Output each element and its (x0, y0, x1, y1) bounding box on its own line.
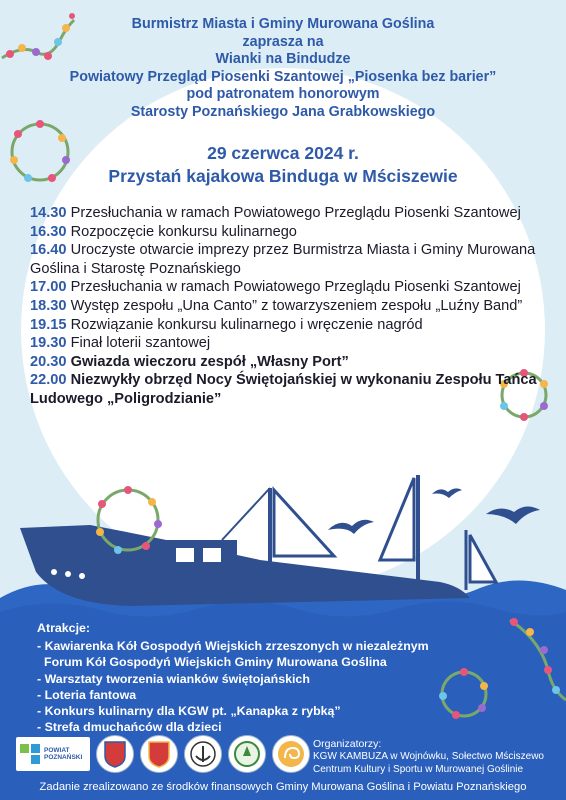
header-line-6: Starosty Poznańskiego Jana Grabkowskiego (130, 103, 436, 120)
powiat-logo-icon (19, 743, 41, 765)
header-line-5: pod patronatem honorowym (186, 86, 380, 103)
emblem-icon (233, 740, 261, 768)
invitation-header (0, 16, 566, 122)
header-line-1: Burmistrz Miasta i Gminy Murowana Goślina (131, 16, 435, 32)
powiat-logo-line1: POWIAT (44, 747, 70, 754)
powiat-poznanski-logo (16, 737, 90, 771)
schedule-item-highlight (30, 371, 540, 408)
schedule-item (30, 334, 540, 353)
schedule-text: Rozwiązanie konkursu kulinarnego i wręczenie nagród (70, 316, 423, 333)
schedule-time: 17.00 (30, 279, 67, 296)
schedule-item (30, 204, 540, 223)
organizers-title: Organizatorzy: (313, 738, 382, 750)
schedule-item (30, 297, 540, 316)
coat-of-arms-logo (96, 735, 134, 773)
schedule-text: Przesłuchania w ramach Powiatowego Przeglądu Piosenki Szantowej (70, 279, 521, 296)
attraction-item: Forum Kół Gospodyń Wiejskich Gminy Murowana Goślina (44, 655, 387, 670)
schedule-time: 14.30 (30, 205, 67, 221)
schedule-text: Finał loterii szantowej (70, 335, 211, 352)
schedule-text: Gwiazda wieczoru zespół „Własny Port” (70, 353, 349, 370)
organizers-line-1: KGW KAMBUZA w Wojnówku, Sołectwo Mściszewo (313, 750, 544, 762)
schedule-item (30, 316, 540, 335)
schedule-item (30, 241, 540, 278)
powiat-logo-line2: POZNAŃSKI (44, 754, 83, 761)
attraction-item: - Strefa dmuchańców dla dzieci (37, 720, 222, 735)
schedule-item (30, 223, 540, 242)
schedule-text: Rozpoczęcie konkursu kulinarnego (70, 223, 297, 240)
schedule-time: 19.15 (30, 316, 67, 333)
schedule-time: 18.30 (30, 297, 67, 314)
attractions-section (37, 620, 507, 735)
coat-of-arms-logo (140, 735, 178, 773)
coat-of-arms-icon (147, 740, 171, 768)
coat-of-arms-icon (103, 740, 127, 768)
schedule-item (30, 278, 540, 297)
partner-logos (16, 734, 310, 774)
header-line-2: zaprasza na (242, 33, 324, 50)
attractions-title: Atrakcje: (37, 621, 91, 635)
schedule-text: Niezwykły obrzęd Nocy Świętojańskiej w wykonaniu Zespołu Tańca Ludowego „Poligrodzianie” (30, 372, 537, 407)
schedule-text: Uroczyste otwarcie imprezy przez Burmistrza Miasta i Gminy Murowana Goślina i Starostę Poznańskiego (30, 242, 536, 277)
schedule-list (30, 204, 540, 409)
attraction-item: - Konkurs kulinarny dla KGW pt. „Kanapka z rybką” (37, 704, 341, 719)
schedule-time: 16.40 (30, 242, 67, 259)
schedule-time: 22.00 (30, 372, 67, 389)
header-line-4: Powiatowy Przegląd Piosenki Szantowej „Piosenka bez barier” (69, 68, 497, 85)
schedule-time: 20.30 (30, 353, 67, 370)
schedule-text: Przesłuchania w ramach Powiatowego Przeglądu Piosenki Szantowej (70, 205, 521, 221)
kgw-logo (184, 735, 222, 773)
solectwo-logo (228, 735, 266, 773)
funding-footer: Zadanie zrealizowano ze środków finansowych Gminy Murowana Goślina i Powiatu Poznańskiego (39, 781, 527, 793)
snail-icon (277, 740, 305, 768)
attraction-item: - Warsztaty tworzenia wianków świętojańskich (37, 671, 310, 686)
anchor-icon (189, 740, 217, 768)
schedule-item-highlight (30, 353, 540, 372)
header-line-3: Wianki na Bindudze (215, 51, 351, 68)
schedule-text: Występ zespołu „Una Canto” z towarzyszeniem zespołu „Luźny Band” (70, 297, 523, 314)
schedule-time: 19.30 (30, 335, 67, 352)
event-date: 29 czerwca 2024 r. (207, 143, 359, 163)
ckis-logo (272, 735, 310, 773)
event-place: Przystań kajakowa Binduga w Mściszewie (108, 166, 458, 186)
attraction-item: - Kawiarenka Kół Gospodyń Wiejskich zrzeszonych w niezależnym (37, 639, 429, 654)
organizers-section (313, 738, 563, 776)
attraction-item: - Loteria fantowa (37, 687, 137, 702)
schedule-time: 16.30 (30, 223, 67, 240)
organizers-line-2: Centrum Kultury i Sportu w Murowanej Goślinie (313, 763, 524, 775)
